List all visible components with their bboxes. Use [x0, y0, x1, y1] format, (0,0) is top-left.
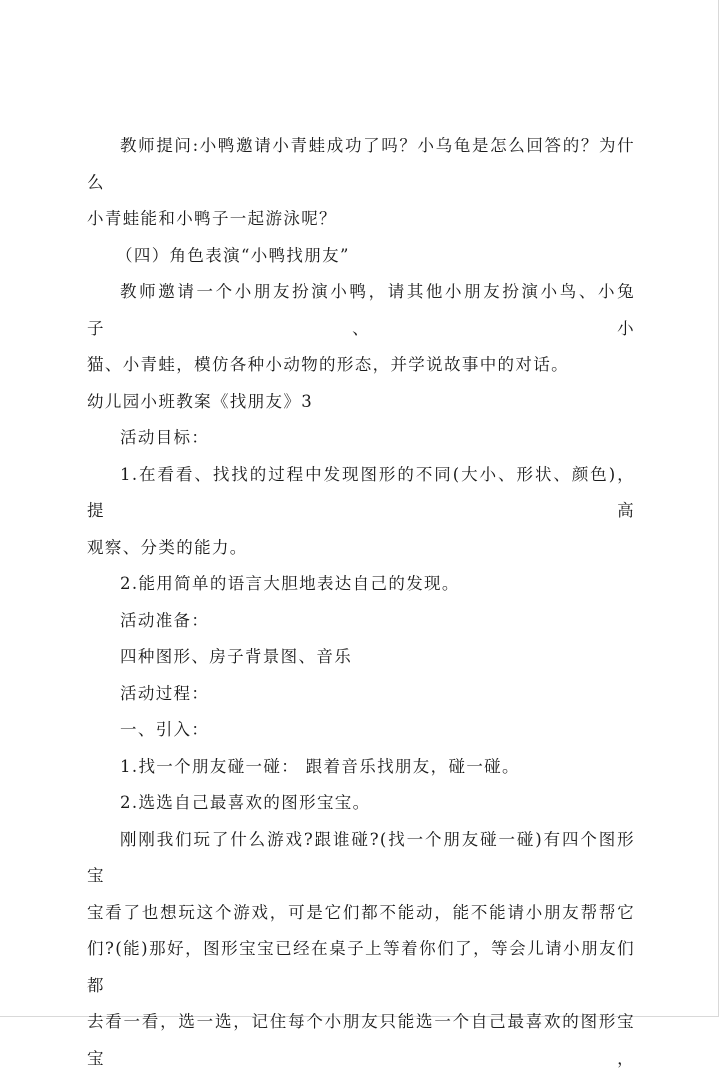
- text-line: 教师邀请一个小朋友扮演小鸭，请其他小朋友扮演小鸟、小兔子、小: [87, 274, 635, 347]
- text-line: 宝看了也想玩这个游戏，可是它们都不能动，能不能请小朋友帮帮它: [87, 895, 635, 932]
- paragraph-goal-2: [87, 566, 635, 603]
- paragraph-step-1: [87, 749, 635, 786]
- text-line: 猫、小青蛙，模仿各种小动物的形态，并学说故事中的对话。: [87, 347, 635, 384]
- paragraph-process-label: [87, 676, 635, 713]
- text-line: 观察、分类的能力。: [87, 530, 635, 567]
- paragraph-goal-1: [87, 457, 635, 567]
- text-line: 活动准备：: [87, 603, 635, 640]
- paragraph-section-heading: [87, 238, 635, 275]
- paragraph-intro-label: [87, 712, 635, 749]
- text-line: 幼儿园小班教案《找朋友》3: [87, 384, 635, 421]
- text-line: 四种图形、房子背景图、音乐: [87, 639, 635, 676]
- document-body: [87, 128, 635, 1077]
- paragraph-prep-label: [87, 603, 635, 640]
- paragraph-role-play: [87, 274, 635, 384]
- paragraph-teacher-question: [87, 128, 635, 238]
- text-line: 1.在看看、找找的过程中发现图形的不同(大小、形状、颜色)，提高: [87, 457, 635, 530]
- text-line: 小青蛙能和小鸭子一起游泳呢？: [87, 201, 635, 238]
- paragraph-prep-items: [87, 639, 635, 676]
- paragraph-game-description: [87, 822, 635, 1077]
- text-line: 刚刚我们玩了什么游戏?跟谁碰?(找一个朋友碰一碰)有四个图形宝: [87, 822, 635, 895]
- text-line: 2.能用简单的语言大胆地表达自己的发现。: [87, 566, 635, 603]
- paragraph-step-2: [87, 785, 635, 822]
- text-line: 1.找一个朋友碰一碰： 跟着音乐找朋友，碰一碰。: [87, 749, 635, 786]
- text-line: （四）角色表演“小鸭找朋友”: [83, 238, 635, 275]
- text-line: 教师提问:小鸭邀请小青蛙成功了吗？小乌龟是怎么回答的？为什么: [87, 128, 635, 201]
- text-line: 一、引入：: [87, 712, 635, 749]
- paragraph-goals-label: [87, 420, 635, 457]
- text-line: 2.选选自己最喜欢的图形宝宝。: [87, 785, 635, 822]
- text-line: 活动目标：: [87, 420, 635, 457]
- text-line: 去看一看，选一选，记住每个小朋友只能选一个自己最喜欢的图形宝宝，: [87, 1004, 635, 1077]
- text-line: 们?(能)那好，图形宝宝已经在桌子上等着你们了，等会儿请小朋友们都: [87, 931, 635, 1004]
- document-heading: [87, 384, 635, 421]
- text-line: 活动过程：: [87, 676, 635, 713]
